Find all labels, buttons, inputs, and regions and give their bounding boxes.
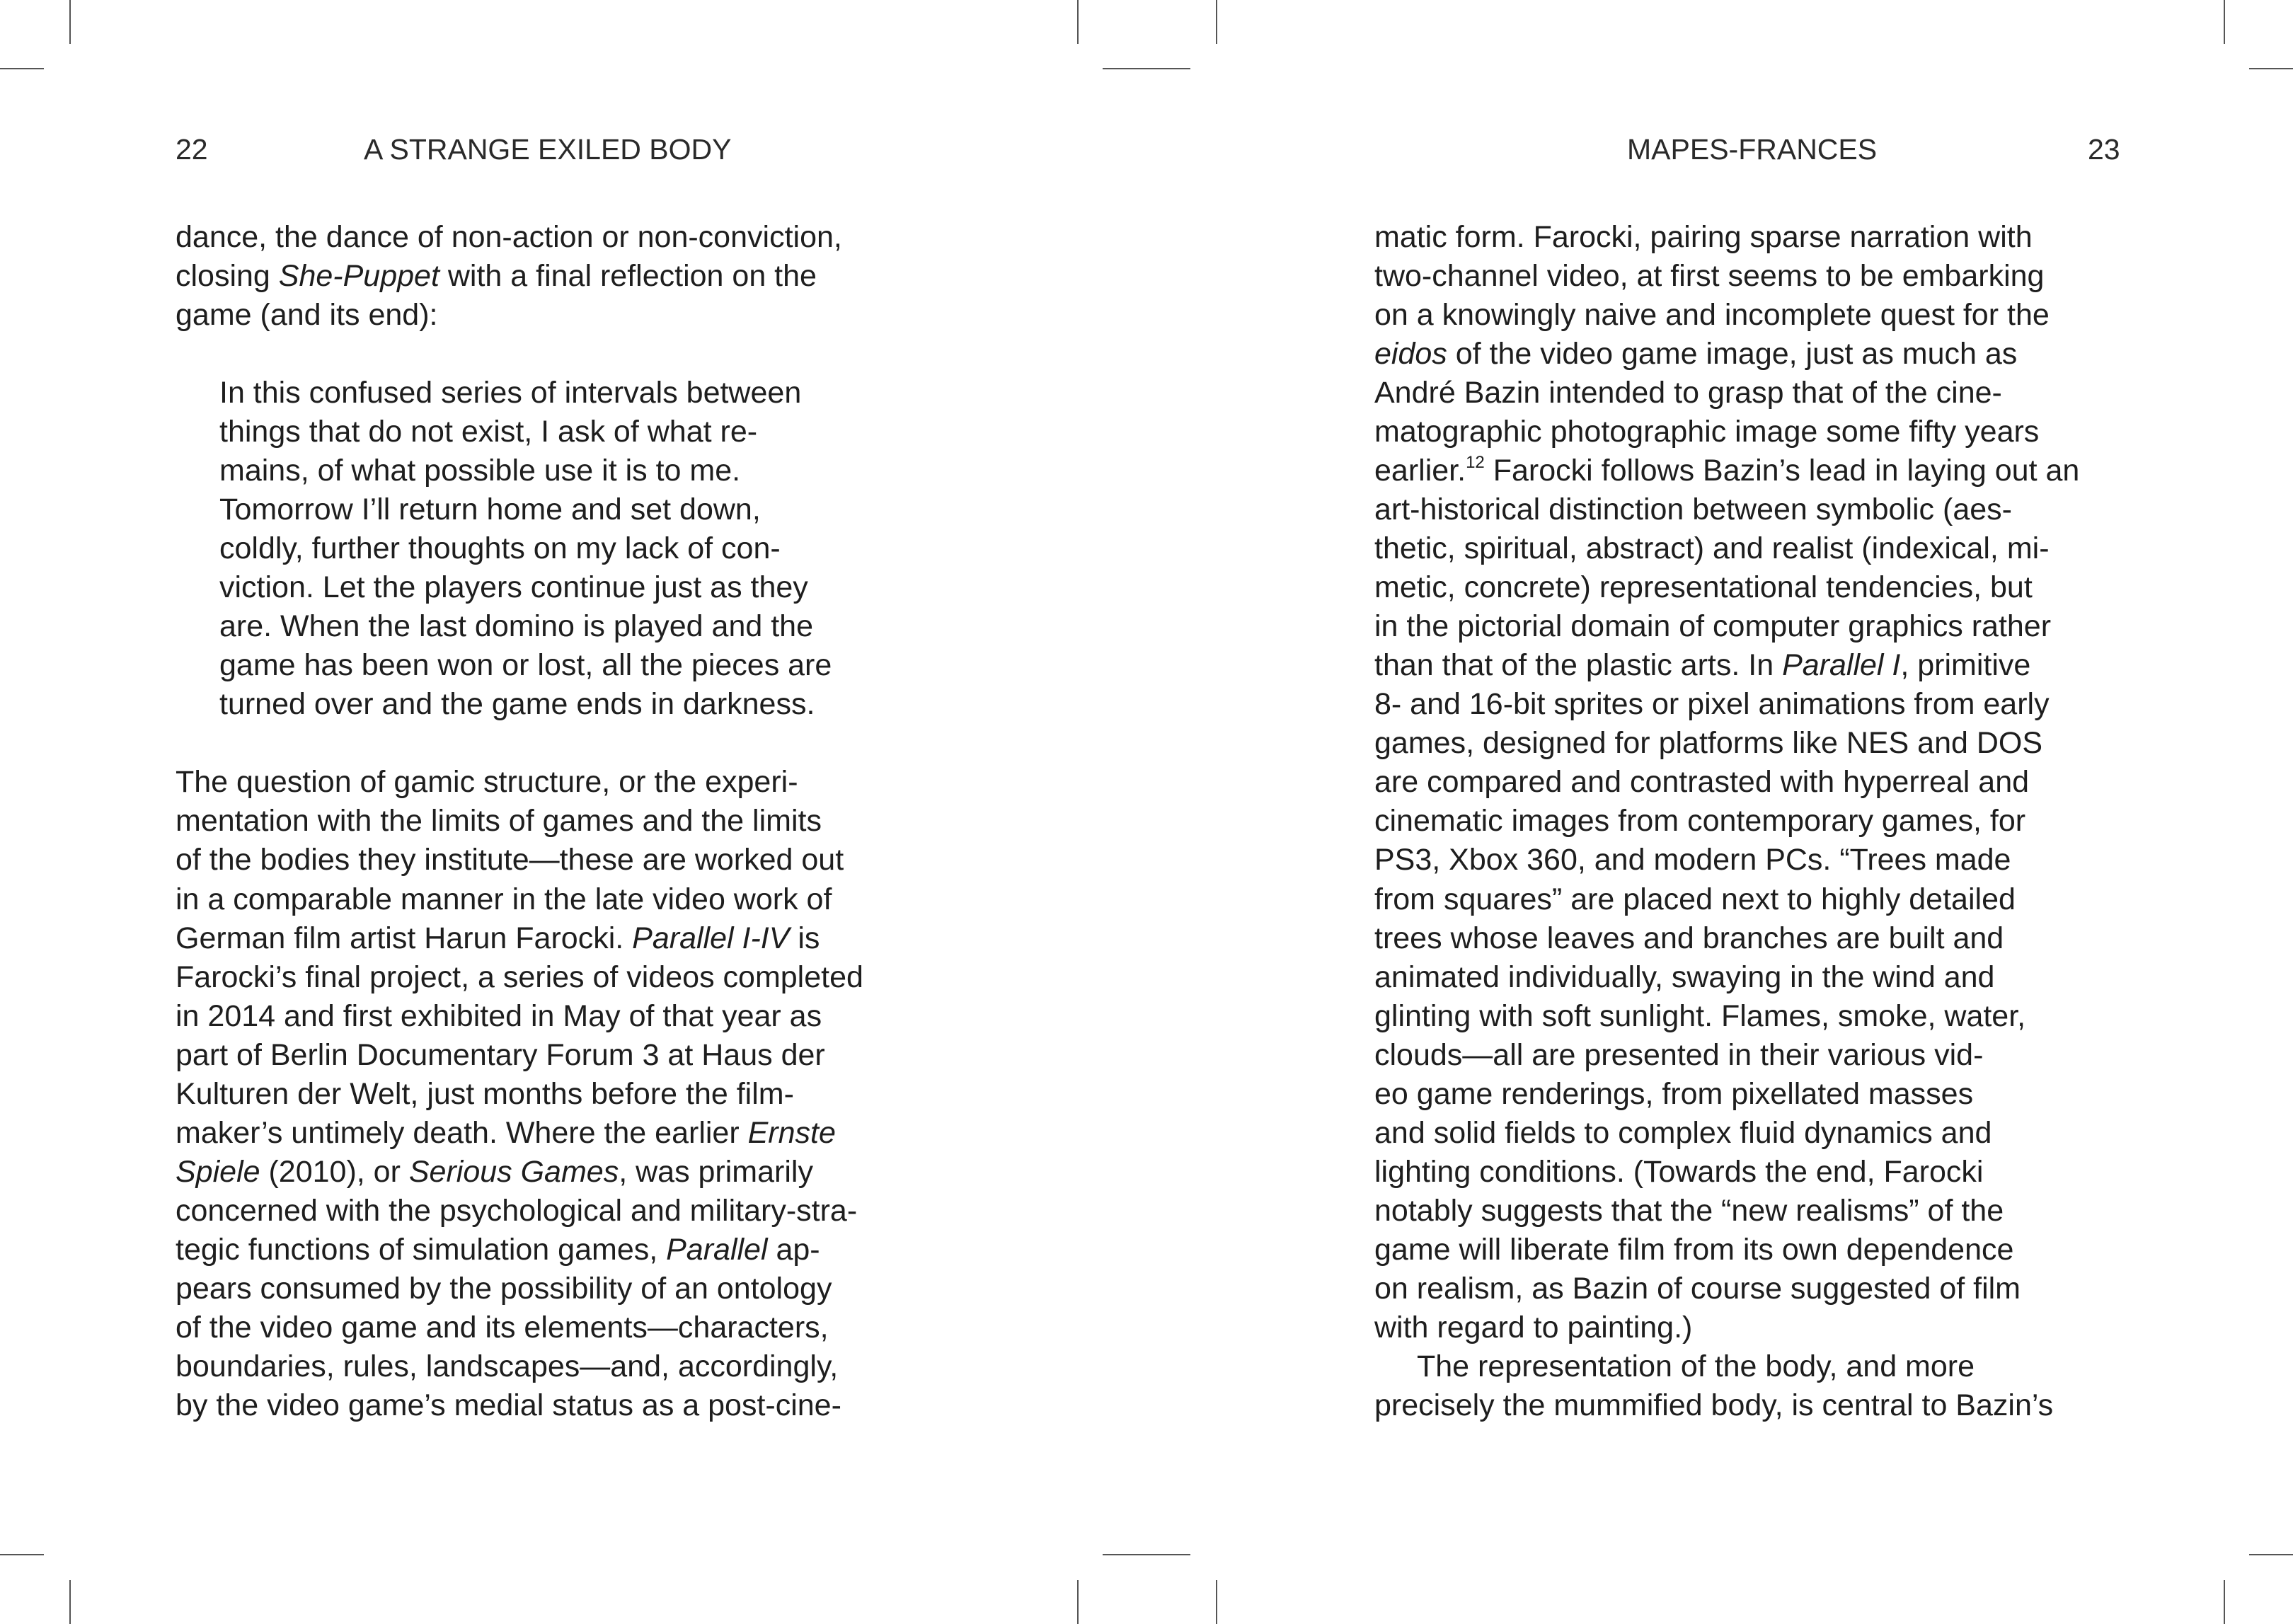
- crop-mark: [2224, 1580, 2225, 1624]
- crop-mark: [0, 1554, 44, 1555]
- body-text-line: art-historical distinction between symbolic (aes-: [1374, 493, 2012, 527]
- block-quote-line: are. When the last domino is played and the: [219, 609, 814, 644]
- body-text-line: The representation of the body, and more: [1417, 1349, 1975, 1383]
- body-text-line: André Bazin intended to grasp that of the cine-: [1374, 376, 2002, 410]
- crop-mark: [1216, 0, 1217, 44]
- body-text-line: pears consumed by the possibility of an ontology: [176, 1271, 832, 1306]
- body-text-line: precisely the mummified body, is central to Bazin’s: [1374, 1388, 2054, 1422]
- block-quote-line: viction. Let the players continue just as they: [219, 570, 808, 605]
- running-head-left: A STRANGE EXILED BODY: [364, 133, 732, 166]
- body-text-line: matic form. Farocki, pairing sparse narration with: [1374, 220, 2033, 254]
- body-text-line: clouds—all are presented in their various vid-: [1374, 1037, 1984, 1072]
- body-text-line: glinting with soft sunlight. Flames, smoke, water,: [1374, 998, 2026, 1033]
- body-text-line: and solid fields to complex fluid dynamics and: [1374, 1115, 1992, 1150]
- body-text-line: 8- and 16-bit sprites or pixel animations from early: [1374, 687, 2050, 722]
- body-text-line: earlier.$^{12}$ Farocki follows Bazin’s lead in laying out an: [1374, 453, 2080, 488]
- body-text-line: eidos of the video game image, just as much as: [1374, 337, 2018, 372]
- body-text-line: German film artist Harun Farocki. Parallel I-IV is: [176, 921, 820, 955]
- body-text-line: closing She-Puppet with a final reflection on the: [176, 259, 817, 294]
- block-quote-line: game has been won or lost, all the pieces are: [219, 648, 832, 683]
- crop-mark: [2249, 68, 2293, 69]
- body-text-line: game (and its end):: [176, 298, 438, 333]
- body-text-line: maker’s untimely death. Where the earlier Ernste: [176, 1115, 836, 1150]
- body-text-line: games, designed for platforms like NES and DOS: [1374, 726, 2043, 761]
- body-text-line: thetic, spiritual, abstract) and realist (indexical, mi-: [1374, 531, 2050, 566]
- body-text-line: game will liberate film from its own dependence: [1374, 1232, 2014, 1267]
- body-text-line: lighting conditions. (Towards the end, Farocki: [1374, 1154, 1984, 1189]
- body-text-line: Kulturen der Welt, just months before the film-: [176, 1076, 794, 1111]
- page-number-right: 23: [2088, 133, 2120, 166]
- crop-mark: [1077, 0, 1079, 44]
- body-text-line: in 2014 and first exhibited in May of that year as: [176, 998, 822, 1033]
- body-text-line: on a knowingly naive and incomplete quest for the: [1374, 298, 2050, 333]
- running-head-right: MAPES-FRANCES: [1627, 133, 1878, 166]
- crop-mark: [69, 1580, 71, 1624]
- body-text-line: cinematic images from contemporary games, for: [1374, 804, 2026, 839]
- body-text-line: The question of gamic structure, or the experi-: [176, 765, 798, 800]
- body-text-line: Farocki’s final project, a series of videos completed: [176, 960, 863, 994]
- block-quote-line: mains, of what possible use it is to me.: [219, 454, 741, 488]
- body-text-line: eo game renderings, from pixellated masses: [1374, 1076, 1974, 1111]
- crop-mark: [1216, 1580, 1217, 1624]
- crop-mark: [1103, 1554, 1190, 1555]
- body-text-line: with regard to painting.): [1374, 1310, 1693, 1344]
- body-text-line: of the video game and its elements—characters,: [176, 1310, 829, 1344]
- body-text-line: part of Berlin Documentary Forum 3 at Haus der: [176, 1037, 825, 1072]
- crop-mark: [0, 68, 44, 69]
- body-text-line: two-channel video, at first seems to be embarking: [1374, 259, 2045, 294]
- body-text-line: on realism, as Bazin of course suggested of film: [1374, 1271, 2021, 1306]
- body-text-line: in the pictorial domain of computer graphics rather: [1374, 609, 2052, 644]
- body-text-line: are compared and contrasted with hyperreal and: [1374, 765, 2030, 800]
- body-text-line: animated individually, swaying in the wind and: [1374, 960, 1995, 994]
- body-text-line: than that of the plastic arts. In Parallel I, primitive: [1374, 648, 2031, 683]
- block-quote-line: coldly, further thoughts on my lack of con-: [219, 531, 781, 566]
- block-quote-line: Tomorrow I’ll return home and set down,: [219, 493, 761, 527]
- page-number-left: 22: [176, 133, 208, 166]
- body-text-line: boundaries, rules, landscapes—and, accordingly,: [176, 1349, 839, 1383]
- body-text-line: notably suggests that the “new realisms” of the: [1374, 1193, 2004, 1228]
- body-text-line: PS3, Xbox 360, and modern PCs. “Trees made: [1374, 843, 2011, 877]
- body-text-line: tegic functions of simulation games, Parallel ap-: [176, 1232, 820, 1267]
- crop-mark: [1077, 1580, 1079, 1624]
- block-quote-line: In this confused series of intervals between: [219, 376, 802, 410]
- body-text-line: trees whose leaves and branches are built and: [1374, 921, 2004, 955]
- body-text-line: mentation with the limits of games and the limits: [176, 804, 822, 839]
- body-text-line: of the bodies they institute—these are worked out: [176, 843, 844, 877]
- body-text-line: metic, concrete) representational tendencies, but: [1374, 570, 2033, 605]
- body-text-line: concerned with the psychological and military-stra-: [176, 1193, 858, 1228]
- crop-mark: [2249, 1554, 2293, 1555]
- body-text-line: dance, the dance of non-action or non-conviction,: [176, 220, 842, 254]
- body-text-line: matographic photographic image some fifty years: [1374, 415, 2040, 449]
- body-text-line: by the video game’s medial status as a post-cine-: [176, 1388, 841, 1422]
- body-text-line: from squares” are placed next to highly detailed: [1374, 882, 2016, 916]
- block-quote-line: things that do not exist, I ask of what re-: [219, 415, 758, 449]
- crop-mark: [1103, 68, 1190, 69]
- body-text-line: in a comparable manner in the late video work of: [176, 882, 832, 916]
- crop-mark: [2224, 0, 2225, 44]
- body-text-line: Spiele (2010), or Serious Games, was primarily: [176, 1154, 813, 1189]
- crop-mark: [69, 0, 71, 44]
- block-quote-line: turned over and the game ends in darkness.: [219, 687, 815, 722]
